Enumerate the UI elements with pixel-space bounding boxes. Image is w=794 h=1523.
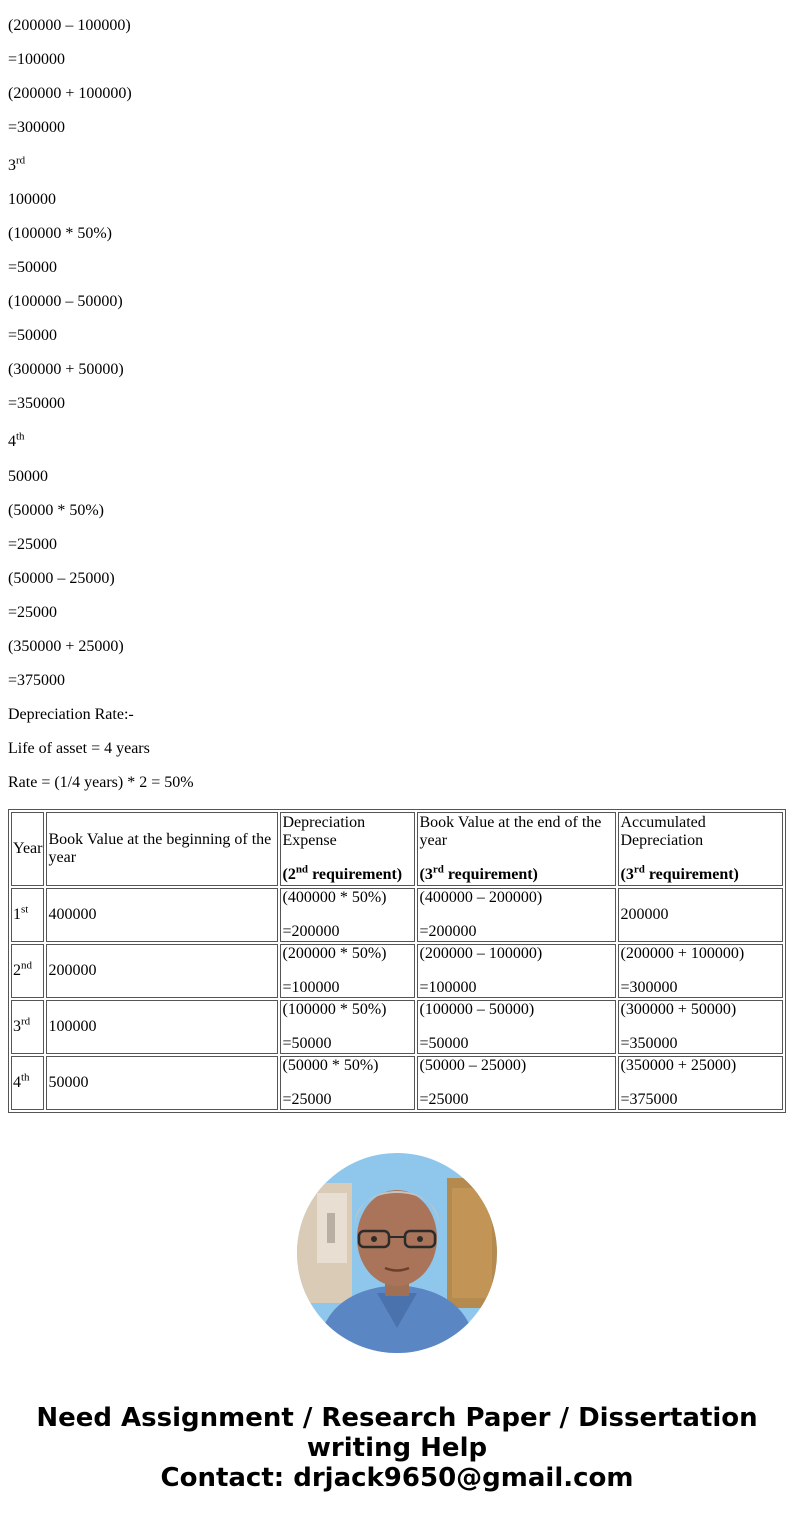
calc-line: =375000 [8, 672, 66, 689]
cell-book-end: (400000 – 200000) =200000 [417, 888, 616, 942]
cell-year: 3rd [11, 1000, 44, 1054]
calc-line: =50000 [8, 259, 58, 276]
depreciation-table [8, 809, 786, 1113]
header-book-end: Book Value at the end of the year (3rd requirement) [417, 812, 616, 886]
calc-line: (50000 – 25000) [8, 570, 115, 587]
cell-dep-expense: (200000 * 50%) =100000 [280, 944, 415, 998]
contact-line: Contact: drjack9650@gmail.com [160, 1463, 634, 1493]
promo-line-1: Need Assignment / Research Paper / Dissertation [36, 1403, 758, 1433]
cell-dep-expense: (50000 * 50%) =25000 [280, 1056, 415, 1110]
cell-dep-expense: (100000 * 50%) =50000 [280, 1000, 415, 1054]
calc-line: 100000 [8, 191, 56, 208]
header-book-begin: Book Value at the beginning of the year [46, 812, 278, 886]
header-dep-expense: Depreciation Expense (2nd requirement) [280, 812, 415, 886]
cell-book-begin: 50000 [46, 1056, 278, 1110]
cell-accumulated: (200000 + 100000) =300000 [618, 944, 783, 998]
table-row [11, 1056, 783, 1110]
cell-book-end: (100000 – 50000) =50000 [417, 1000, 616, 1054]
cell-book-end: (200000 – 100000) =100000 [417, 944, 616, 998]
cell-year: 4th [11, 1056, 44, 1110]
year-heading: 3rd [8, 154, 26, 174]
calc-line: (200000 – 100000) [8, 17, 131, 34]
calc-line: =50000 [8, 327, 58, 344]
cell-accumulated: (350000 + 25000) =375000 [618, 1056, 783, 1110]
promo-footer [0, 1403, 794, 1493]
cell-book-begin: 400000 [46, 888, 278, 942]
rate-formula: Rate = (1/4 years) * 2 = 50% [8, 774, 194, 791]
table-row [11, 944, 783, 998]
cell-book-end: (50000 – 25000) =25000 [417, 1056, 616, 1110]
calc-line: 50000 [8, 468, 48, 485]
table-row [11, 888, 783, 942]
cell-accumulated: 200000 [618, 888, 783, 942]
calc-line: =100000 [8, 51, 66, 68]
table-header-row [11, 812, 783, 886]
header-year: Year [11, 812, 44, 886]
cell-book-begin: 100000 [46, 1000, 278, 1054]
table-row [11, 1000, 783, 1054]
avatar-photo [297, 1153, 497, 1353]
calc-line: (350000 + 25000) [8, 638, 124, 655]
cell-dep-expense: (400000 * 50%) =200000 [280, 888, 415, 942]
cell-accumulated: (300000 + 50000) =350000 [618, 1000, 783, 1054]
calc-line: (200000 + 100000) [8, 85, 132, 102]
calc-line: (100000 – 50000) [8, 293, 123, 310]
calc-line: =25000 [8, 536, 58, 553]
calc-line: =350000 [8, 395, 66, 412]
calc-line: =25000 [8, 604, 58, 621]
cell-book-begin: 200000 [46, 944, 278, 998]
promo-line-2: writing Help [306, 1433, 488, 1463]
calc-line: =300000 [8, 119, 66, 136]
author-avatar [297, 1153, 497, 1353]
header-accumulated: Accumulated Depreciation (3rd requirement) [618, 812, 783, 886]
life-of-asset: Life of asset = 4 years [8, 740, 150, 757]
calc-line: (50000 * 50%) [8, 502, 104, 519]
rate-heading: Depreciation Rate:- [8, 706, 134, 723]
cell-year: 1st [11, 888, 44, 942]
year-heading: 4th [8, 430, 25, 450]
calc-line: (100000 * 50%) [8, 225, 112, 242]
cell-year: 2nd [11, 944, 44, 998]
calc-line: (300000 + 50000) [8, 361, 124, 378]
